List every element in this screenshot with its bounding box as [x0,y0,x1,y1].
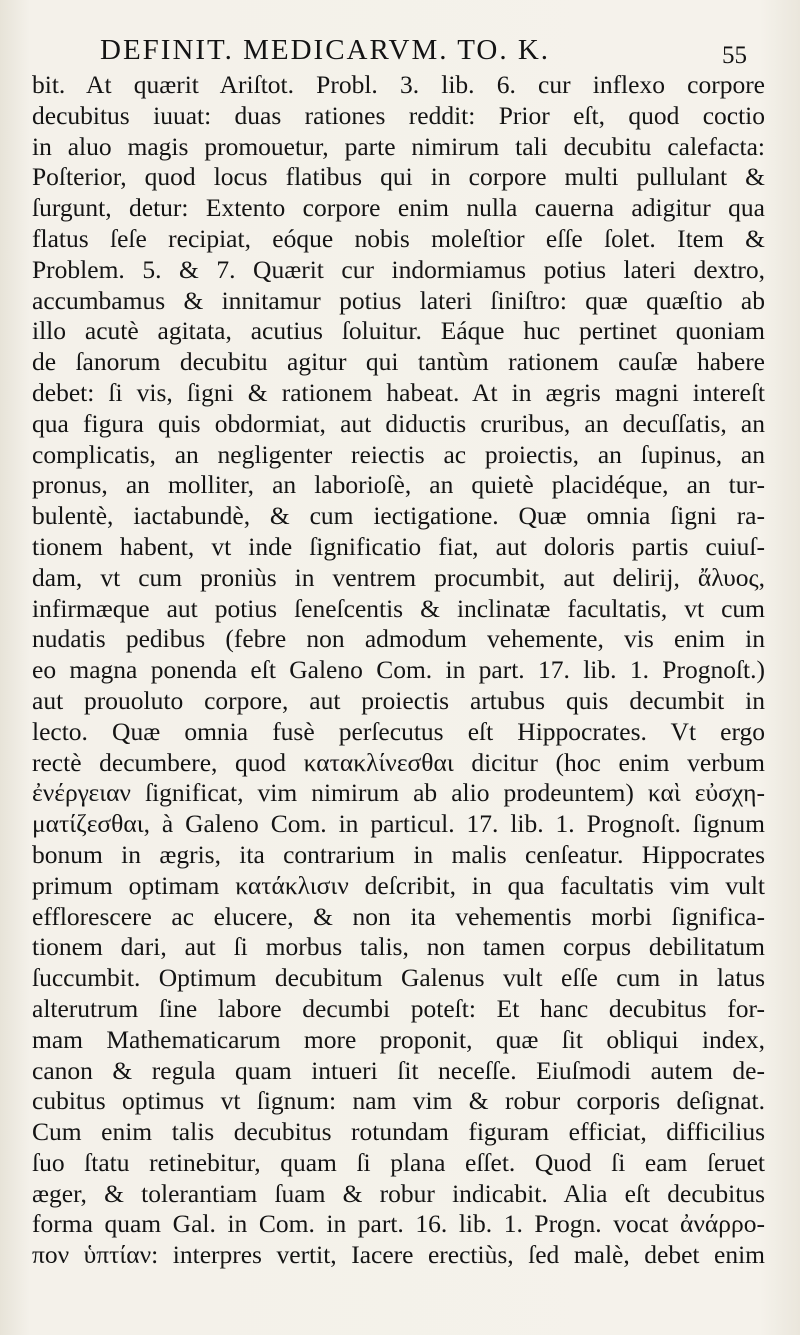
text-line: infirmæque aut potius ſeneſcentis & inclinatæ facultatis, vt cum [32,593,765,623]
text-line: primum optimam κατάκλισιν deſcribit, in qua facultatis vim vult [32,870,765,900]
text-line: Poſterior, quod locus flatibus qui in corpore multi pullulant & [32,162,765,192]
text-line: πον ὑπτίαν: interpres vertit, Iacere erectiùs, ſed malè, debet enim [32,1240,765,1270]
text-line: alterutrum ſine labore decumbi poteſt: Et hanc decubitus for- [32,993,765,1023]
text-line: tionem habent, vt inde ſignificatio fiat, aut doloris partis cuiuſ- [32,531,765,561]
text-line: lecto. Quæ omnia fusè perſecutus eſt Hippocrates. Vt ergo [32,716,765,746]
text-line: illo acutè agitata, acutius ſoluitur. Eáque huc pertinet quoniam [32,316,765,346]
text-line: ματίζεσθαι, à Galeno Com. in particul. 17. lib. 1. Prognoſt. ſignum [32,809,765,839]
text-line: rectè decumbere, quod κατακλίνεσθαι dicitur (hoc enim verbum [32,747,765,777]
text-line: nudatis pedibus (febre non admodum vehemente, vis enim in [32,624,765,654]
text-line: eo magna ponenda eſt Galeno Com. in part. 17. lib. 1. Prognoſt.) [32,655,765,685]
text-line: bonum in ægris, ita contrarium in malis cenſeatur. Hippocrates [32,839,765,869]
text-line: tionem dari, aut ſi morbus talis, non tamen corpus debilitatum [32,932,765,962]
page-number: 55 [722,42,747,69]
text-line: flatus ſeſe recipiat, eóque nobis moleſtior eſſe ſolet. Item & [32,223,765,253]
text-line: cubitus optimus vt ſignum: nam vim & robur corporis deſignat. [32,1086,765,1116]
text-line: accumbamus & innitamur potius lateri ſiniſtro: quæ quæſtio ab [32,285,765,315]
text-line: dam, vt cum proniùs in ventrem procumbit, aut delirij, ἄλυος, [32,562,765,592]
text-line: complicatis, an negligenter reiectis ac proiectis, an ſupinus, an [32,439,765,469]
text-line: ſuccumbit. Optimum decubitum Galenus vult eſſe cum in latus [32,963,765,993]
text-line: ἐνέργειαν ſignificat, vim nimirum ab alio prodeuntem) καὶ εὐσχη- [32,778,765,808]
text-line: æger, & tolerantiam ſuam & robur indicabit. Alia eſt decubitus [32,1178,765,1208]
text-line: bit. At quærit Ariſtot. Probl. 3. lib. 6. cur inflexo corpore [32,70,765,99]
running-title: DEFINIT. MEDICARVM. TO. K. [100,34,551,66]
text-line: debet: ſi vis, ſigni & rationem habeat. At in ægris magni intereſt [32,377,765,407]
text-line: pronus, an molliter, an laborioſè, an quietè placidéque, an tur- [32,470,765,500]
text-line: ſurgunt, detur: Extento corpore enim nulla cauerna adigitur qua [32,193,765,223]
text-line: qua figura quis obdormiat, aut diductis cruribus, an decuſſatis, an [32,408,765,438]
text-line: aut prouoluto corpore, aut proiectis artubus quis decumbit in [32,685,765,715]
text-line: de ſanorum decubitu agitur qui tantùm rationem cauſæ habere [32,347,765,377]
text-line: Problem. 5. & 7. Quærit cur indormiamus potius lateri dextro, [32,254,765,284]
text-line: bulentè, iactabundè, & cum iectigatione. Quæ omnia ſigni ra- [32,501,765,531]
text-line: ſuo ſtatu retinebitur, quam ſi plana eſſet. Quod ſi eam ſeruet [32,1147,765,1177]
text-line: Cum enim talis decubitus rotundam figuram efficiat, difficilius [32,1117,765,1147]
body-text [32,70,765,1271]
text-line: mam Mathematicarum more proponit, quæ ſit obliqui index, [32,1024,765,1054]
text-line: decubitus iuuat: duas rationes reddit: Prior eſt, quod coctio [32,100,765,130]
text-line: in aluo magis promouetur, parte nimirum tali decubitu calefacta: [32,131,765,161]
text-line: efflorescere ac elucere, & non ita vehementis morbi ſignifica- [32,901,765,931]
page-header [0,30,800,72]
text-line: forma quam Gal. in Com. in part. 16. lib. 1. Progn. vocat ἀνάρρο- [32,1209,765,1239]
text-line: canon & regula quam intueri ſit neceſſe. Eiuſmodi autem de- [32,1055,765,1085]
